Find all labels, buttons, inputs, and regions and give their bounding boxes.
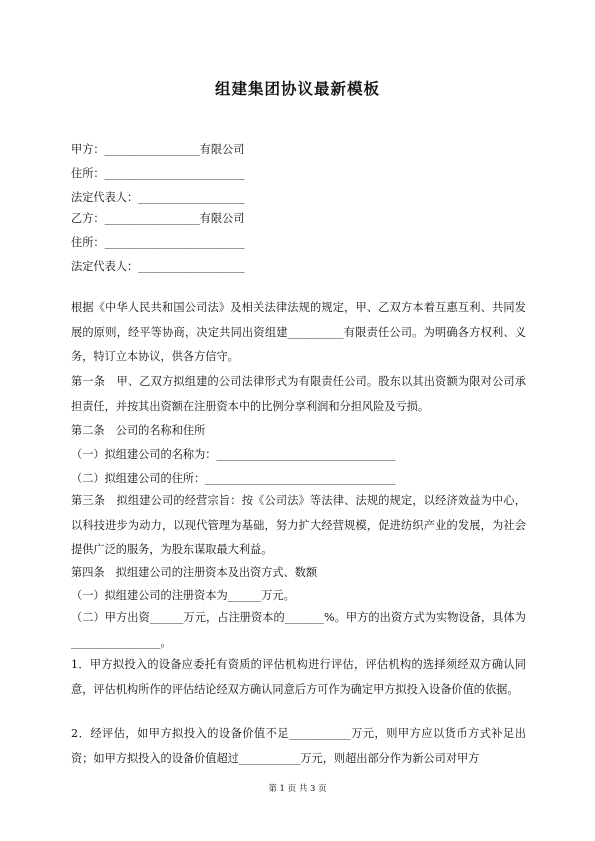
article-2-item-2: （二）拟组建公司的住所：__________________________________ bbox=[71, 472, 396, 485]
party-b-name-line: 乙方：_________________有限公司 bbox=[71, 212, 245, 225]
article-3-paragraph: 第三条 拟组建公司的经营宗旨：按《公司法》等法律、法规的规定，以经济效益为中心，以科技进步为动力，以现代管理为基础，努力扩大经营规模，促进纺织产业的发展，为社会提供广泛的服务，为股东谋取最大利益。 bbox=[71, 494, 526, 556]
article-4-item-1: （一）拟组建公司的注册资本为______万元。 bbox=[71, 589, 295, 602]
article-4-clause-1: 1．甲方拟投入的设备应委托有资质的评估机构进行评估，评估机构的选择须经双方确认同意，评估机构所作的评估结论经双方确认同意后方可作为确定甲方拟投入设备价值的依据。 bbox=[71, 658, 526, 696]
article-4-heading: 第四条 拟组建公司的注册资本及出资方式、数额 bbox=[71, 566, 318, 579]
article-4-clause-2: 2．经评估，如甲方拟投入的设备价值不足___________万元，则甲方应以货币方式补足出资；如甲方拟投入的设备价值超过___________万元，则超出部分作为新公司对甲方 bbox=[71, 727, 526, 765]
party-a-address-line: 住所：_________________________ bbox=[71, 167, 245, 180]
page-number-footer: 第 1 页 共 3 页 bbox=[268, 784, 327, 794]
page-title: 组建集团协议最新模板 bbox=[214, 80, 380, 98]
party-a-representative-line: 法定代表人：___________________ bbox=[71, 191, 245, 204]
party-b-representative-line: 法定代表人：___________________ bbox=[71, 260, 245, 273]
party-b-address-line: 住所：_________________________ bbox=[71, 236, 245, 249]
preamble-paragraph: 根据《中华人民共和国公司法》及相关法律法规的规定，甲、乙双方本着互惠互利、共同发展的原则，经平等协商，决定共同出资组建__________有限责任公司。为明确各方权利、义务，特订立本协议，供各方信守。 bbox=[71, 301, 526, 363]
article-1-paragraph: 第一条 甲、乙双方拟组建的公司法律形式为有限责任公司。股东以其出资额为限对公司承担责任，并按其出资额在注册资本中的比例分享利润和分担风险及亏损。 bbox=[71, 375, 526, 413]
party-a-name-line: 甲方：_________________有限公司 bbox=[71, 143, 245, 156]
article-2-heading: 第二条 公司的名称和住所 bbox=[71, 424, 206, 437]
article-2-item-1: （一）拟组建公司的名称为：________________________________ bbox=[71, 448, 396, 461]
article-4-item-2: （二）甲方出资______万元，占注册资本的_______%。甲方的出资方式为实物设备，具体为________________。 bbox=[71, 611, 526, 649]
